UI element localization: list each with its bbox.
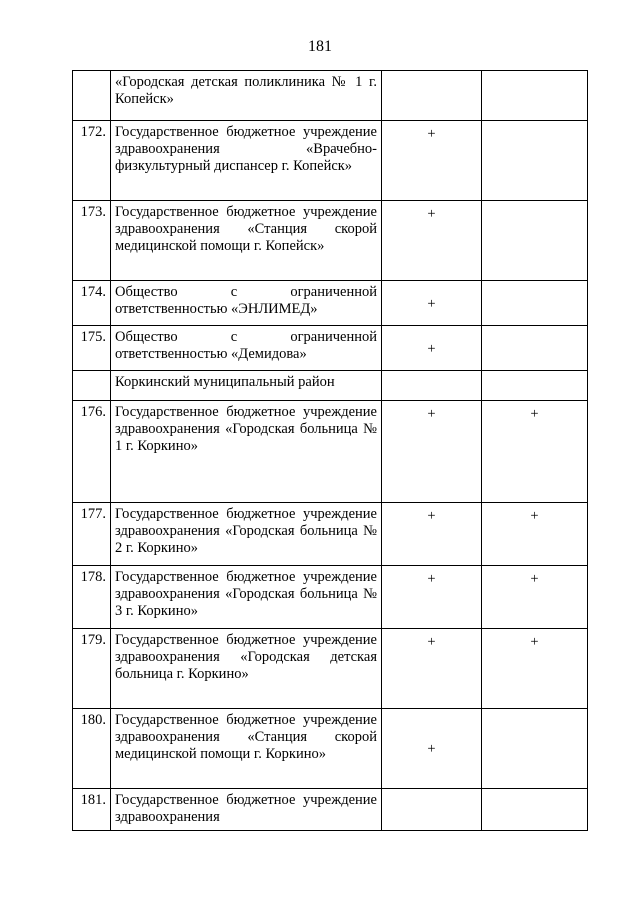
organization-name-cell: Общество с ограниченной ответственностью «ЭНЛИМЕД» — [111, 281, 382, 326]
district-row — [73, 371, 588, 401]
table-row — [73, 281, 588, 326]
mark-cell-a: + — [382, 201, 482, 281]
row-number-cell — [73, 71, 111, 121]
mark-cell-a: + — [382, 401, 482, 503]
table-body — [73, 71, 588, 831]
row-number-cell: 174. — [73, 281, 111, 326]
page-number: 181 — [308, 38, 332, 55]
organization-name-cell: Государственное бюджетное учреждение здравоохранения «Городская детская больница г. Коркино» — [111, 629, 382, 709]
mark-cell-b — [482, 201, 588, 281]
row-number-cell: 172. — [73, 121, 111, 201]
mark-cell-b — [482, 326, 588, 371]
table-row — [73, 326, 588, 371]
row-number-cell: 173. — [73, 201, 111, 281]
mark-cell-a: + — [382, 709, 482, 789]
mark-cell-b — [482, 121, 588, 201]
table-row — [73, 629, 588, 709]
mark-cell-b — [482, 709, 588, 789]
mark-cell-a: + — [382, 121, 482, 201]
row-number-cell: 178. — [73, 566, 111, 629]
mark-cell-a: + — [382, 566, 482, 629]
mark-cell-a: + — [382, 281, 482, 326]
mark-cell-a: + — [382, 326, 482, 371]
row-number-cell: 179. — [73, 629, 111, 709]
table-row — [73, 71, 588, 121]
organization-name-cell: «Городская детская поликлиника № 1 г. Копейск» — [111, 71, 382, 121]
row-number-cell: 176. — [73, 401, 111, 503]
table-row — [73, 201, 588, 281]
mark-cell-b — [482, 371, 588, 401]
table-row — [73, 789, 588, 831]
district-name-cell: Коркинский муниципальный район — [111, 371, 382, 401]
mark-cell-a: + — [382, 503, 482, 566]
mark-cell-b: + — [482, 629, 588, 709]
table-row — [73, 401, 588, 503]
organization-name-cell: Государственное бюджетное учреждение здравоохранения «Городская больница № 3 г. Коркино» — [111, 566, 382, 629]
row-number-cell: 175. — [73, 326, 111, 371]
mark-cell-b — [482, 71, 588, 121]
row-number-cell: 180. — [73, 709, 111, 789]
table-row — [73, 503, 588, 566]
mark-cell-a — [382, 789, 482, 831]
organization-name-cell: Государственное бюджетное учреждение здравоохранения «Городская больница № 2 г. Коркино» — [111, 503, 382, 566]
mark-cell-a: + — [382, 629, 482, 709]
mark-cell-b: + — [482, 401, 588, 503]
mark-cell-a — [382, 71, 482, 121]
table-row — [73, 566, 588, 629]
mark-cell-b — [482, 789, 588, 831]
row-number-cell: 181. — [73, 789, 111, 831]
mark-cell-a — [382, 371, 482, 401]
organization-name-cell: Государственное бюджетное учреждение здравоохранения «Врачебно-физкультурный диспансер г. Копейск» — [111, 121, 382, 201]
organization-name-cell: Государственное бюджетное учреждение здравоохранения — [111, 789, 382, 831]
mark-cell-b: + — [482, 566, 588, 629]
organization-name-cell: Государственное бюджетное учреждение здравоохранения «Станция скорой медицинской помощи г. Коркино» — [111, 709, 382, 789]
mark-cell-b: + — [482, 503, 588, 566]
organization-name-cell: Общество с ограниченной ответственностью «Демидова» — [111, 326, 382, 371]
organization-name-cell: Государственное бюджетное учреждение здравоохранения «Городская больница № 1 г. Коркино» — [111, 401, 382, 503]
row-number-cell — [73, 371, 111, 401]
mark-cell-b — [482, 281, 588, 326]
table-row — [73, 121, 588, 201]
organization-name-cell: Государственное бюджетное учреждение здравоохранения «Станция скорой медицинской помощи г. Копейск» — [111, 201, 382, 281]
row-number-cell: 177. — [73, 503, 111, 566]
table-row — [73, 709, 588, 789]
organizations-table — [72, 70, 588, 831]
